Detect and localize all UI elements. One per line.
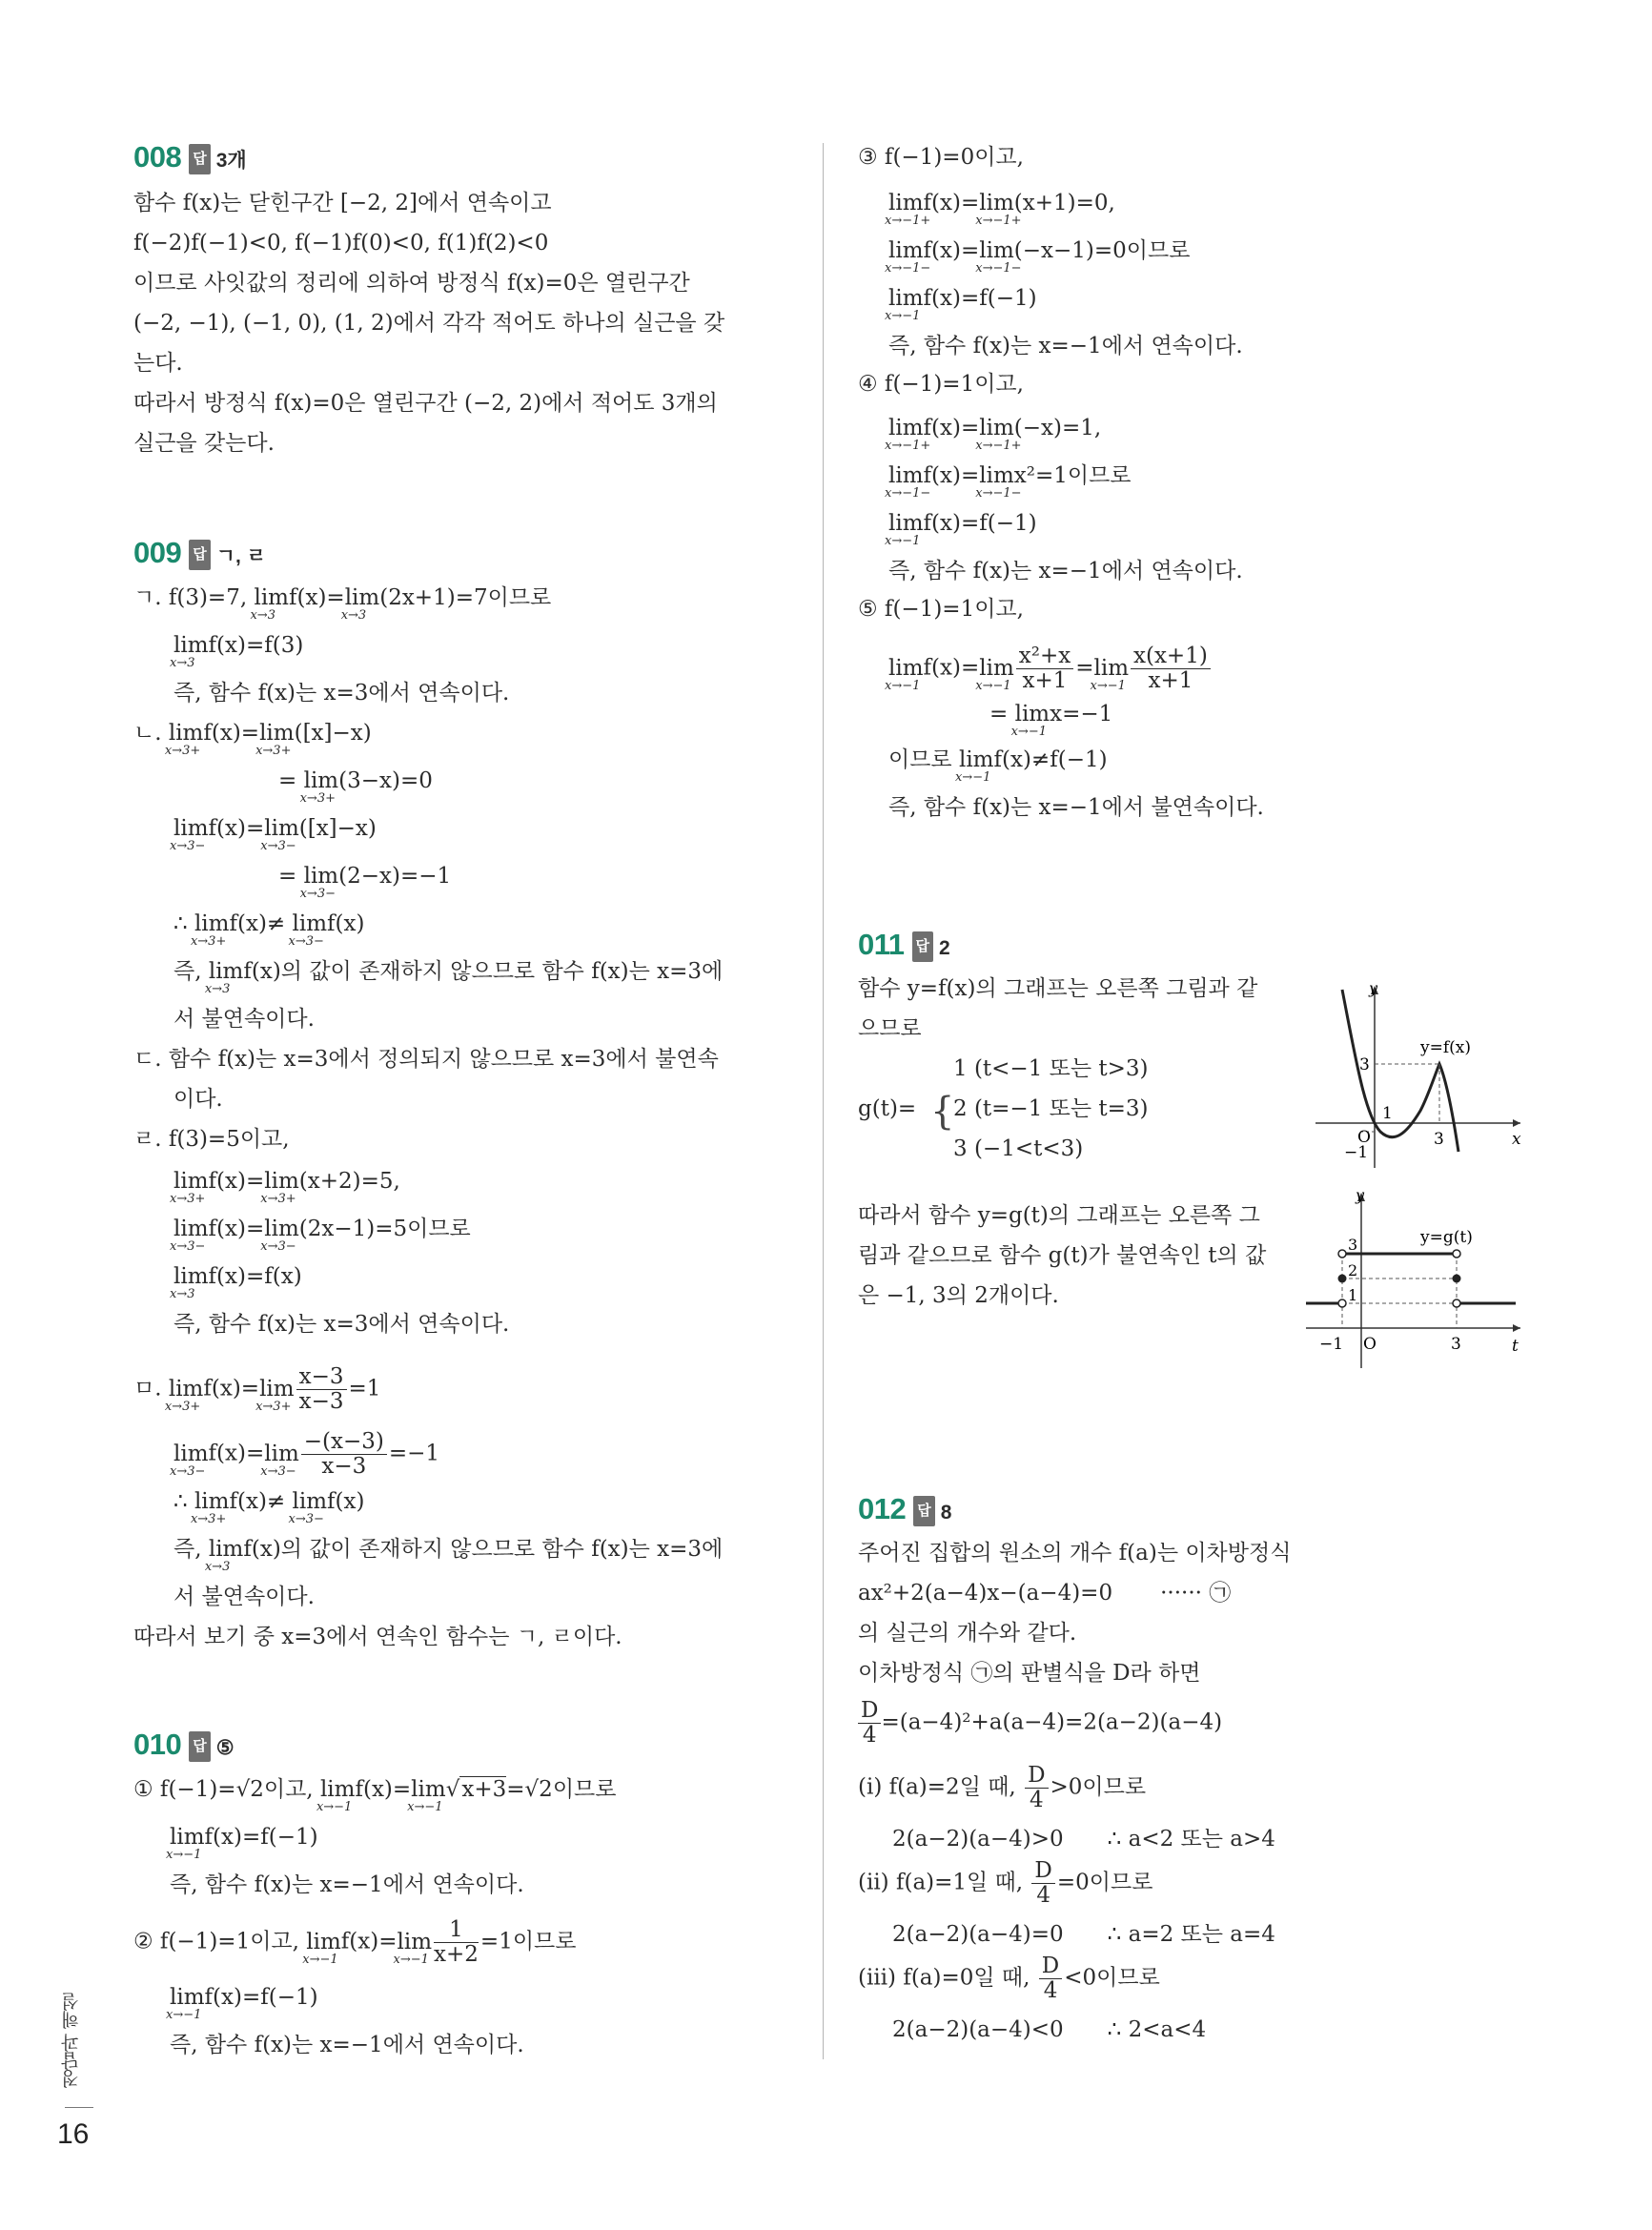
tick-x3: 3 bbox=[1434, 1130, 1444, 1149]
text-line: 즉, 함수 f(x)는 x=−1에서 연속이다. bbox=[888, 559, 1243, 583]
tick-x3: 3 bbox=[1451, 1335, 1461, 1354]
side-divider bbox=[65, 2107, 93, 2108]
math-line: ㅁ. lim x→3+ f(x)=lim x→3+ $\frac{x-3}{x-3}$ =1 bbox=[133, 1364, 381, 1414]
text-line: 은 −1, 3의 2개이다. bbox=[858, 1283, 1059, 1308]
answer-tag: 답 bbox=[912, 931, 934, 962]
text-line: 는다. bbox=[133, 351, 183, 376]
answer-tag: 답 bbox=[913, 1496, 935, 1526]
text-line: 즉, 함수 f(x)는 x=−1에서 연속이다. bbox=[888, 334, 1243, 358]
text-line: 실근을 갖는다. bbox=[133, 431, 275, 456]
math-line: $\frac{D}{4}$ =(a−4)²+a(a−4)=2(a−2)(a−4) bbox=[858, 1699, 1222, 1748]
case-line: 3 (−1<t<3) bbox=[953, 1136, 1084, 1161]
tick-2: 2 bbox=[1348, 1261, 1358, 1279]
answer-tag: 답 bbox=[189, 144, 211, 174]
math-line: ∴ lim x→3+ f(x)≠ lim x→3− f(x) bbox=[173, 1489, 365, 1526]
text-line: 즉, 함수 f(x)는 x=−1에서 연속이다. bbox=[170, 2033, 524, 2057]
math-line: lim x→3− f(x)=lim x→3− ([x]−x) bbox=[170, 816, 377, 853]
math-line: = lim x→3− (2−x)=−1 bbox=[278, 864, 452, 901]
open-point bbox=[1453, 1250, 1460, 1258]
math-line: ① f(−1)=√2이고, lim x→−1 f(x)=lim x→−1 √x+3=√2이므로 bbox=[133, 1777, 617, 1814]
math-line: lim x→3− f(x)=lim x→3− $\frac{-(x-3)}{x-3}$ =−1 bbox=[170, 1429, 440, 1479]
open-point bbox=[1338, 1250, 1346, 1258]
math-line: ㄱ. f(3)=7, lim x→3 f(x)=lim x→3 (2x+1)=7이므로 bbox=[133, 585, 552, 623]
tick-m1: −1 bbox=[1344, 1143, 1369, 1162]
open-point bbox=[1453, 1299, 1460, 1307]
math-line: 이므로 lim x→−1 f(x)≠f(−1) bbox=[888, 747, 1108, 785]
text-line: 서 불연속이다. bbox=[173, 1007, 315, 1032]
text-line: 의 실근의 개수와 같다. bbox=[858, 1621, 1077, 1646]
y-label: y bbox=[1356, 1187, 1365, 1204]
text-line: 즉, 함수 f(x)는 x=−1에서 연속이다. bbox=[170, 1872, 524, 1897]
case-line: 1 (t<−1 또는 t>3) bbox=[953, 1056, 1149, 1081]
math-line: lim x→−1− f(x)=lim x→−1− x²=1이므로 bbox=[885, 463, 1132, 501]
math-line: lim x→−1 f(x)=f(−1) bbox=[166, 1825, 318, 1862]
math-line: ② f(−1)=1이고, lim x→−1 f(x)=lim x→−1 $\frac{1}{x+2}$ =1이므로 bbox=[133, 1917, 577, 1967]
tick-3: 3 bbox=[1359, 1055, 1370, 1074]
tick-1: 1 bbox=[1382, 1104, 1393, 1123]
problem-012-header bbox=[858, 1492, 952, 1527]
math-line: 2(a−2)(a−4)>0 ∴ a<2 또는 a>4 bbox=[892, 1827, 1275, 1852]
problem-number: 011 bbox=[858, 928, 905, 961]
answer: 8 bbox=[940, 1502, 952, 1524]
answer-tag: 답 bbox=[189, 540, 211, 570]
math-line: 즉, lim x→3 f(x)의 값이 존재하지 않으므로 함수 f(x)는 x=3에 bbox=[173, 1537, 724, 1574]
text-line: 이차방정식 ㉠의 판별식을 D라 하면 bbox=[858, 1661, 1201, 1686]
side-label: 정답과 해설 bbox=[62, 1993, 82, 2089]
text-line: 즉, 함수 f(x)는 x=3에서 연속이다. bbox=[173, 1312, 510, 1337]
math-line: lim x→−1− f(x)=lim x→−1− (−x−1)=0이므로 bbox=[885, 238, 1191, 276]
math-line: ∴ lim x→3+ f(x)≠ lim x→3− f(x) bbox=[173, 911, 365, 949]
problem-number: 012 bbox=[858, 1492, 907, 1525]
graph-fx bbox=[1306, 982, 1525, 1173]
closed-point bbox=[1453, 1275, 1461, 1283]
graph-gt bbox=[1306, 1187, 1525, 1373]
text-line: 함수 f(x)는 닫힌구간 [−2, 2]에서 연속이고 bbox=[133, 191, 552, 215]
math-line: = lim x→−1 x=−1 bbox=[989, 702, 1113, 739]
answer-tag: 답 bbox=[189, 1731, 211, 1762]
problem-number: 010 bbox=[133, 1728, 182, 1761]
problem-number: 009 bbox=[133, 536, 182, 569]
tick-m1: −1 bbox=[1319, 1335, 1344, 1354]
math-line: ax²+2(a−4)x−(a−4)=0 ······ ㉠ bbox=[858, 1581, 1232, 1606]
tick-1: 1 bbox=[1348, 1286, 1358, 1304]
text-line: 따라서 함수 y=g(t)의 그래프는 오른쪽 그 bbox=[858, 1203, 1260, 1228]
problem-010-header bbox=[133, 1730, 235, 1763]
math-line: ㄴ. lim x→3+ f(x)=lim x→3+ ([x]−x) bbox=[133, 721, 372, 758]
x-axis-arrow bbox=[1513, 1119, 1520, 1127]
math-line: (ⅲ) f(a)=0일 때, $\frac{D}{4}$ <0이므로 bbox=[858, 1954, 1160, 2003]
math-line: lim x→−1 f(x)=lim x→−1 $\frac{\text{x²+x}}{x+1}$ =lim x→−1 $\frac{x(x+1)}{x+1}$ bbox=[888, 644, 1213, 693]
text-line: 이므로 사잇값의 정리에 의하여 방정식 f(x)=0은 열린구간 bbox=[133, 271, 690, 296]
open-point bbox=[1338, 1299, 1346, 1307]
math-line: lim x→3+ f(x)=lim x→3+ (x+2)=5, bbox=[170, 1169, 400, 1206]
text-line: 함수 y=f(x)의 그래프는 오른쪽 그림과 같 bbox=[858, 976, 1258, 1001]
column-divider bbox=[823, 143, 824, 2059]
math-line: lim x→3 f(x)=f(x) bbox=[170, 1264, 302, 1301]
text-line: 이다. bbox=[173, 1087, 223, 1112]
math-line: = lim x→3+ (3−x)=0 bbox=[278, 768, 433, 806]
text-line: g(t)= bbox=[858, 1096, 917, 1121]
text-line: 서 불연속이다. bbox=[173, 1585, 315, 1609]
text-line: 따라서 방정식 f(x)=0은 열린구간 (−2, 2)에서 적어도 3개의 bbox=[133, 391, 718, 416]
tick-3: 3 bbox=[1348, 1236, 1358, 1254]
x-label: x bbox=[1512, 1130, 1521, 1149]
math-line: lim x→−1 f(x)=f(−1) bbox=[885, 286, 1037, 323]
text-line: ㄹ. f(3)=5이고, bbox=[133, 1127, 290, 1152]
y-label: y bbox=[1369, 982, 1378, 997]
closed-point bbox=[1338, 1275, 1347, 1283]
answer: 3개 bbox=[215, 150, 247, 172]
text-line: 따라서 보기 중 x=3에서 연속인 함수는 ㄱ, ㄹ이다. bbox=[133, 1625, 622, 1649]
graph-label: y=g(t) bbox=[1420, 1228, 1473, 1247]
math-line: 2(a−2)(a−4)<0 ∴ 2<a<4 bbox=[892, 2017, 1207, 2042]
text-line: 림과 같으므로 함수 g(t)가 불연속인 t의 값 bbox=[858, 1243, 1267, 1268]
page-number: 16 bbox=[57, 2118, 90, 2150]
text-line: ㄷ. 함수 f(x)는 x=3에서 정의되지 않으므로 x=3에서 불연속 bbox=[133, 1047, 719, 1072]
problem-008-header bbox=[133, 140, 247, 175]
problem-011-header bbox=[858, 928, 950, 963]
text-line: 으므로 bbox=[858, 1016, 922, 1041]
answer: ⑤ bbox=[215, 1737, 235, 1759]
text-line: 주어진 집합의 원소의 개수 f(a)는 이차방정식 bbox=[858, 1541, 1292, 1565]
text-line: ⑤ f(−1)=1이고, bbox=[858, 597, 1024, 622]
math-line: lim x→3− f(x)=lim x→3− (2x−1)=5이므로 bbox=[170, 1217, 471, 1254]
answer: ㄱ, ㄹ bbox=[215, 545, 266, 567]
math-line: 즉, lim x→3 f(x)의 값이 존재하지 않으므로 함수 f(x)는 x=3에 bbox=[173, 959, 724, 996]
problem-number: 008 bbox=[133, 140, 182, 174]
text-line: ④ f(−1)=1이고, bbox=[858, 372, 1024, 397]
problem-009-header bbox=[133, 536, 266, 571]
math-line: 2(a−2)(a−4)=0 ∴ a=2 또는 a=4 bbox=[892, 1922, 1275, 1947]
text-line: 즉, 함수 f(x)는 x=3에서 연속이다. bbox=[173, 681, 510, 706]
math-line: lim x→−1+ f(x)=lim x→−1+ (−x)=1, bbox=[885, 416, 1102, 453]
text-line: (−2, −1), (−1, 0), (1, 2)에서 각각 적어도 하나의 실근을 갖 bbox=[133, 311, 725, 336]
t-label: t bbox=[1512, 1337, 1519, 1356]
origin-label: O bbox=[1357, 1128, 1371, 1147]
math-line: (ⅱ) f(a)=1일 때, $\frac{D}{4}$ =0이므로 bbox=[858, 1858, 1153, 1908]
math-line: lim x→−1 f(x)=f(−1) bbox=[885, 511, 1037, 548]
text-line: 즉, 함수 f(x)는 x=−1에서 불연속이다. bbox=[888, 795, 1264, 820]
math-line: lim x→3 f(x)=f(3) bbox=[170, 633, 304, 670]
origin-label: O bbox=[1363, 1335, 1377, 1354]
t-axis-arrow bbox=[1513, 1324, 1520, 1332]
brace: { bbox=[930, 1090, 955, 1134]
text-line: ③ f(−1)=0이고, bbox=[858, 145, 1024, 170]
text-line: f(−2)f(−1)<0, f(−1)f(0)<0, f(1)f(2)<0 bbox=[133, 231, 549, 256]
math-line: lim x→−1+ f(x)=lim x→−1+ (x+1)=0, bbox=[885, 191, 1115, 228]
math-line: (ⅰ) f(a)=2일 때, $\frac{D}{4}$ >0이므로 bbox=[858, 1763, 1147, 1812]
answer: 2 bbox=[939, 937, 950, 959]
curve-label: y=f(x) bbox=[1420, 1038, 1471, 1057]
math-line: lim x→−1 f(x)=f(−1) bbox=[166, 1985, 318, 2022]
case-line: 2 (t=−1 또는 t=3) bbox=[953, 1096, 1149, 1121]
